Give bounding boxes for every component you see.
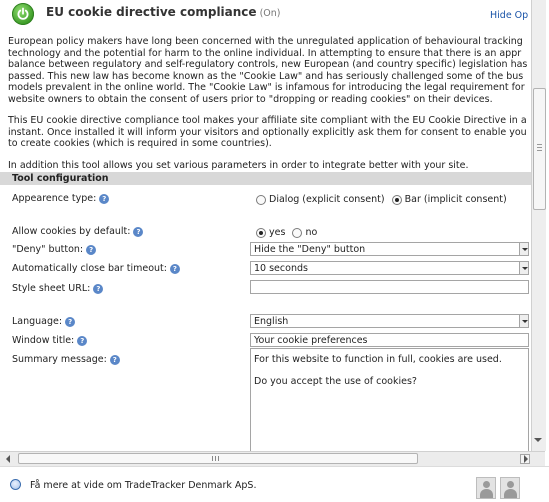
scroll-left-icon[interactable] bbox=[4, 454, 14, 464]
section-title: Tool configuration bbox=[12, 173, 109, 184]
help-icon[interactable]: ? bbox=[77, 336, 87, 346]
vertical-scrollbar[interactable] bbox=[531, 0, 546, 451]
help-icon[interactable]: ? bbox=[93, 284, 103, 294]
scroll-down-icon[interactable] bbox=[534, 438, 542, 442]
help-icon[interactable]: ? bbox=[110, 355, 120, 365]
horizontal-scrollbar[interactable] bbox=[0, 451, 545, 466]
label-text: Style sheet URL: bbox=[12, 283, 91, 294]
page-title bbox=[46, 5, 280, 19]
hide-options-link[interactable]: Hide Op bbox=[490, 10, 529, 21]
help-icon[interactable]: ? bbox=[99, 194, 109, 204]
select-value: English bbox=[254, 316, 289, 327]
radio-yes[interactable] bbox=[256, 228, 266, 238]
status-text[interactable]: Få mere at vide om TradeTracker Denmark ApS. bbox=[30, 480, 257, 491]
radio-yes-label[interactable]: yes bbox=[269, 227, 286, 238]
intro-line: European policy makers have long been concerned with the unregulated application of behavioural tracking bbox=[8, 36, 523, 47]
intro-line: to create cookies (which is required in some countries). bbox=[8, 138, 272, 149]
textarea-line: For this website to function in full, cookies are used. bbox=[254, 354, 502, 365]
intro-line: In addition this tool allows you set various parameters in order to integrate better with your site. bbox=[8, 159, 469, 171]
select-value: 10 seconds bbox=[254, 263, 308, 274]
scrollbar-thumb[interactable] bbox=[533, 88, 546, 210]
label-text: Summary message: bbox=[12, 354, 107, 365]
appearance-type-radios bbox=[256, 194, 511, 205]
appearance-type-label bbox=[12, 193, 109, 204]
panel-header bbox=[0, 0, 531, 28]
intro-line: passed. This new law has become known as the "Cookie Law" and has seriously challenged some of the bus bbox=[8, 70, 524, 82]
radio-no[interactable] bbox=[292, 228, 302, 238]
select-value: Hide the "Deny" button bbox=[254, 244, 366, 255]
stylesheet-url-label bbox=[12, 283, 103, 294]
label-text: Allow cookies by default: bbox=[12, 226, 131, 237]
intro-line: website owners to obtain the consent of users prior to "dropping or reading cookies" on their devices. bbox=[8, 93, 493, 105]
power-icon[interactable] bbox=[12, 3, 34, 25]
intro-line: This EU cookie directive compliance tool makes your affiliate site compliant with the EU Cookie Directive in a bbox=[8, 115, 527, 126]
intro-paragraph-3 bbox=[8, 160, 531, 172]
label-text: Appearence type: bbox=[12, 193, 97, 204]
summary-message-textarea[interactable] bbox=[250, 348, 529, 451]
radio-no-label[interactable]: no bbox=[305, 227, 318, 238]
avatar[interactable] bbox=[500, 477, 520, 499]
chevron-down-icon[interactable] bbox=[519, 261, 529, 275]
input-value: Your cookie preferences bbox=[254, 335, 368, 346]
help-icon[interactable]: ? bbox=[65, 317, 75, 327]
close-timeout-select[interactable] bbox=[250, 261, 529, 275]
status-label: (On) bbox=[259, 8, 281, 19]
window-title-input[interactable] bbox=[250, 333, 529, 347]
deny-button-label bbox=[12, 244, 96, 255]
info-icon bbox=[10, 479, 21, 490]
status-bar bbox=[0, 466, 549, 502]
intro-line: instant. Once installed it will inform your visitors and optionally explicitly ask them for consent to enable you bbox=[8, 126, 527, 138]
label-text: Window title: bbox=[12, 335, 75, 346]
allow-cookies-label bbox=[12, 226, 143, 237]
section-header bbox=[0, 172, 531, 185]
avatar[interactable] bbox=[476, 477, 496, 499]
radio-dialog[interactable] bbox=[256, 195, 266, 205]
intro-line: technology and the potential for harm to the online individual. In attempting to ensure that there is an appr bbox=[8, 47, 522, 59]
help-icon[interactable]: ? bbox=[133, 227, 143, 237]
scrollbar-thumb[interactable] bbox=[18, 453, 418, 464]
label-text: Language: bbox=[12, 316, 63, 327]
intro-paragraph-2 bbox=[8, 115, 531, 150]
intro-text bbox=[8, 36, 531, 181]
deny-button-select[interactable] bbox=[250, 242, 529, 256]
summary-message-label bbox=[12, 354, 120, 365]
stylesheet-url-input[interactable] bbox=[250, 280, 529, 294]
allow-cookies-radios bbox=[256, 227, 321, 238]
window-title-label bbox=[12, 335, 87, 346]
scroll-right-icon[interactable] bbox=[520, 454, 530, 464]
textarea-line: Do you accept the use of cookies? bbox=[254, 376, 417, 387]
chevron-down-icon[interactable] bbox=[519, 314, 529, 328]
label-text: "Deny" button: bbox=[12, 244, 84, 255]
intro-line: models prevalent in the online world. The "Cookie Law" is infamous for introducing the legal requirement for bbox=[8, 82, 525, 93]
intro-line: balance between regulatory and self-regulatory controls, new European (and country specific) legislation has bbox=[8, 59, 528, 70]
close-timeout-label bbox=[12, 263, 180, 274]
radio-dialog-label[interactable]: Dialog (explicit consent) bbox=[269, 194, 385, 205]
language-label bbox=[12, 316, 75, 327]
radio-bar-label[interactable]: Bar (implicit consent) bbox=[404, 194, 507, 205]
help-icon[interactable]: ? bbox=[86, 245, 96, 255]
label-text: Automatically close bar timeout: bbox=[12, 263, 167, 274]
help-icon[interactable]: ? bbox=[170, 264, 180, 274]
title-text: EU cookie directive compliance bbox=[46, 5, 257, 19]
chevron-down-icon[interactable] bbox=[519, 242, 529, 256]
language-select[interactable] bbox=[250, 314, 529, 328]
radio-bar[interactable] bbox=[392, 195, 402, 205]
intro-paragraph-1 bbox=[8, 36, 531, 105]
